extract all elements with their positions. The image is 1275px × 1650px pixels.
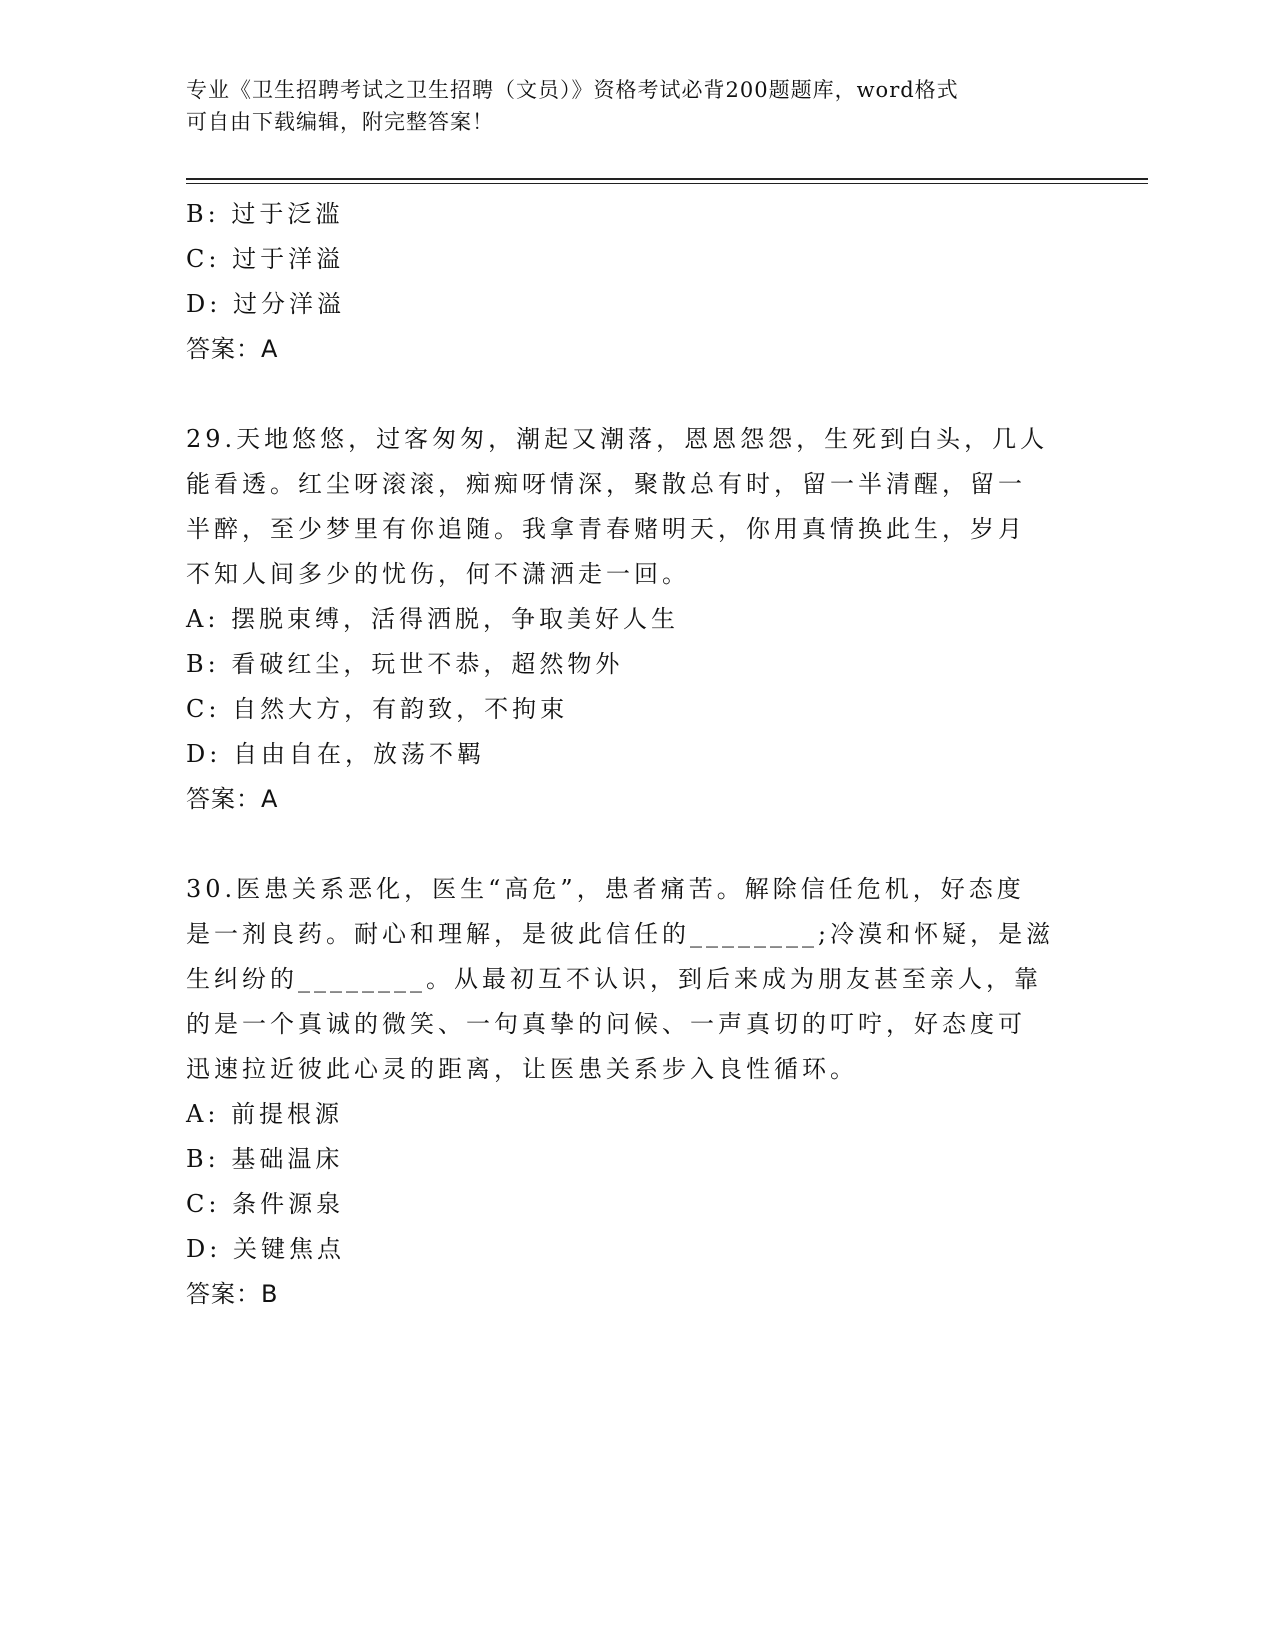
answer-line: 答案：A	[186, 335, 279, 363]
header-divider-thick	[186, 178, 1148, 180]
question-text-line: 是一剂良药。耐心和理解，是彼此信任的________;冷漠和怀疑，是滋	[186, 920, 1055, 948]
question-30	[186, 867, 1086, 1317]
question-text-line: 30.医患关系恶化，医生“高危”，患者痛苦。解除信任危机，好态度	[186, 875, 1025, 903]
prev-question-block	[186, 192, 1086, 372]
question-text-line: 半醉，至少梦里有你追随。我拿青春赌明天，你用真情换此生，岁月	[186, 515, 1026, 543]
option-c: C: 自然大方，有韵致，不拘束	[186, 695, 569, 723]
document-body	[186, 192, 1086, 1317]
option-c: C: 过于洋溢	[186, 245, 345, 273]
question-text-line: 能看透。红尘呀滚滚，痴痴呀情深，聚散总有时，留一半清醒，留一	[186, 470, 1026, 498]
answer-line: 答案：B	[186, 1280, 279, 1308]
document-header	[186, 74, 1066, 138]
option-a: A: 摆脱束缚，活得洒脱，争取美好人生	[186, 605, 680, 633]
question-29	[186, 417, 1086, 822]
header-divider-thin	[186, 183, 1148, 184]
option-b: B: 过于泛滥	[186, 200, 344, 228]
option-b: B: 看破红尘，玩世不恭，超然物外	[186, 650, 624, 678]
question-text-line: 的是一个真诚的微笑、一句真挚的问候、一声真切的叮咛，好态度可	[186, 1010, 1026, 1038]
question-text-line: 迅速拉近彼此心灵的距离，让医患关系步入良性循环。	[186, 1055, 858, 1083]
option-d: D: 过分洋溢	[186, 290, 345, 318]
option-a: A: 前提根源	[186, 1100, 344, 1128]
option-d: D: 关键焦点	[186, 1235, 345, 1263]
option-b: B: 基础温床	[186, 1145, 344, 1173]
answer-line: 答案：A	[186, 785, 279, 813]
header-line-2: 可自由下载编辑，附完整答案！	[186, 110, 494, 134]
option-d: D: 自由自在，放荡不羁	[186, 740, 485, 768]
question-text-line: 29.天地悠悠，过客匆匆，潮起又潮落，恩恩怨怨，生死到白头，几人	[186, 425, 1049, 453]
question-text-line: 不知人间多少的忧伤，何不潇洒走一回。	[186, 560, 690, 588]
option-c: C: 条件源泉	[186, 1190, 345, 1218]
header-line-1: 专业《卫生招聘考试之卫生招聘（文员）》资格考试必背200题题库，word格式	[186, 78, 959, 102]
question-text-line: 生纠纷的________。从最初互不认识，到后来成为朋友甚至亲人，靠	[186, 965, 1042, 993]
